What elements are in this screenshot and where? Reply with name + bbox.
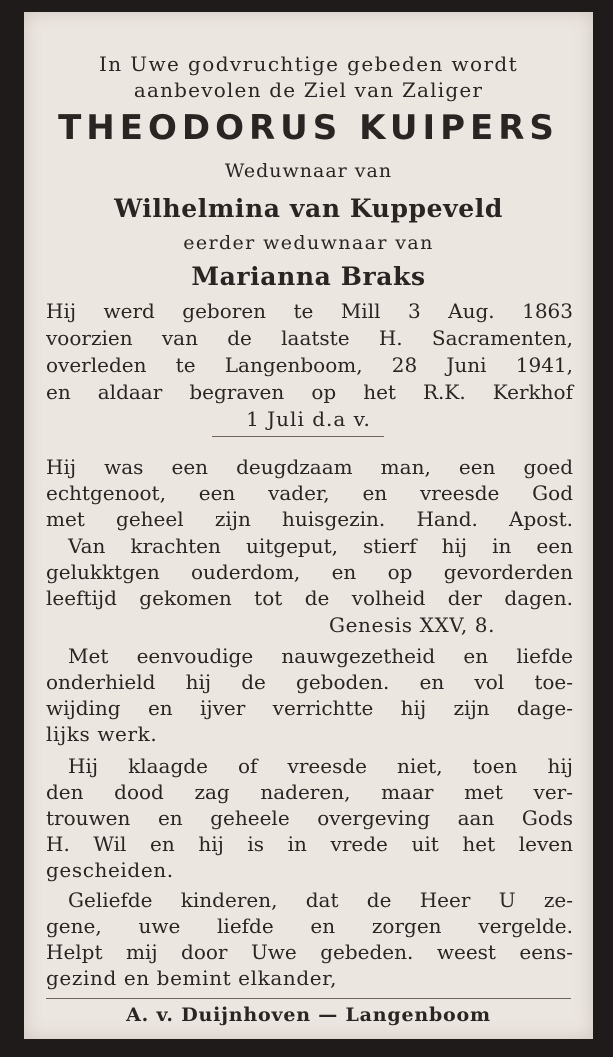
spouse-1-name: Wilhelmina van Kuppeveld xyxy=(114,194,503,223)
text-line: wijding en ijver verrichtte hij zijn dage- xyxy=(46,696,573,720)
widower-of-label: Weduwnaar van xyxy=(224,160,393,182)
bio-line: voorzien van de laatste H. Sacramenten, xyxy=(46,326,573,350)
text-line: Met eenvoudige nauwgezetheid en liefde xyxy=(68,644,573,668)
text-line: Van krachten uitgeput, stierf hij in een xyxy=(68,534,573,558)
text-line: den dood zag naderen, maar met ver- xyxy=(46,780,573,804)
text-line: Geliefde kinderen, dat de Heer U ze- xyxy=(68,888,573,912)
deceased-name: THEODORUS KUIPERS xyxy=(58,108,559,148)
intro-line-2: aanbevolen de Ziel van Zaliger xyxy=(133,78,484,102)
text-line: Hij was een deugdzaam man, een goed xyxy=(46,455,573,479)
spouse-2-name: Marianna Braks xyxy=(191,262,426,291)
text-line: gezind en bemint elkander, xyxy=(46,966,338,990)
text-line: met geheel zijn huisgezin. Hand. Apost. xyxy=(46,507,573,531)
printer-credit: A. v. Duijnhoven — Langenboom xyxy=(126,1004,491,1026)
memorial-card xyxy=(24,12,593,1039)
text-line: lijks werk. xyxy=(46,722,158,746)
card-content xyxy=(24,12,593,1039)
earlier-widower-label: eerder weduwnaar van xyxy=(183,232,434,254)
intro-line-1: In Uwe godvruchtige gebeden wordt xyxy=(98,52,519,76)
footer-divider xyxy=(46,998,571,999)
bio-line: en aldaar begraven op het R.K. Kerkhof xyxy=(46,380,573,404)
text-line: leeftijd gekomen tot de volheid der dagen. xyxy=(46,586,573,610)
text-line: trouwen en geheele overgeving aan Gods xyxy=(46,806,573,830)
divider xyxy=(212,436,384,437)
text-line: gelukktgen ouderdom, en op gevorderden xyxy=(46,560,573,584)
text-line: Helpt mij door Uwe gebeden. weest eens- xyxy=(46,940,573,964)
bio-line: Hij werd geboren te Mill 3 Aug. 1863 xyxy=(46,299,573,323)
text-line: H. Wil en hij is in vrede uit het leven xyxy=(46,832,573,856)
bio-line: overleden te Langenboom, 28 Juni 1941, xyxy=(46,353,573,377)
bible-reference: Genesis XXV, 8. xyxy=(329,613,496,637)
text-line: onderhield hij de geboden. en vol toe- xyxy=(46,670,573,694)
burial-date: 1 Juli d.a v. xyxy=(246,407,371,431)
text-line: gene, uwe liefde en zorgen vergelde. xyxy=(46,914,573,938)
text-line: Hij klaagde of vreesde niet, toen hij xyxy=(68,754,573,778)
text-line: gescheiden. xyxy=(46,858,174,882)
text-line: echtgenoot, een vader, en vreesde God xyxy=(46,481,573,505)
